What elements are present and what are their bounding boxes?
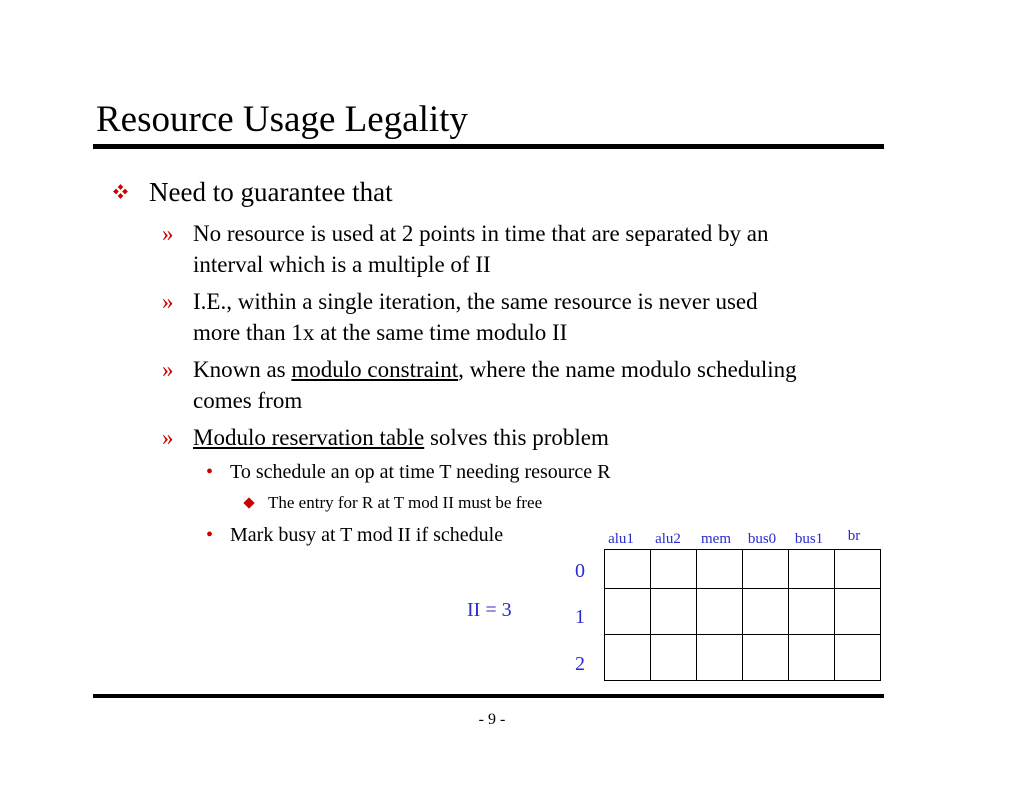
chevron-bullet-icon: » bbox=[162, 221, 174, 246]
bullet-2-line-2: more than 1x at the same time modulo II bbox=[193, 320, 568, 345]
table-cell bbox=[651, 589, 697, 635]
bullet-1-line-2: interval which is a multiple of II bbox=[193, 252, 491, 277]
row-header-0: 0 bbox=[575, 560, 585, 582]
table-cell bbox=[743, 589, 789, 635]
bullet-3-prefix: Known as bbox=[193, 357, 292, 382]
table-cell bbox=[743, 550, 789, 589]
column-header-br: br bbox=[847, 528, 861, 544]
table-cell bbox=[697, 589, 743, 635]
bullet-3-line-1 bbox=[193, 354, 797, 385]
bullet-3-line-2: comes from bbox=[193, 388, 303, 413]
table-cell bbox=[789, 635, 835, 681]
table-cell bbox=[789, 550, 835, 589]
chevron-bullet-icon: » bbox=[162, 289, 174, 314]
table-cell bbox=[743, 635, 789, 681]
column-header-mem: mem bbox=[701, 531, 731, 547]
bullet-level1: Need to guarantee that bbox=[149, 177, 393, 207]
table-row bbox=[605, 550, 881, 589]
slide-title: Resource Usage Legality bbox=[96, 99, 468, 140]
table-row bbox=[605, 589, 881, 635]
ii-label: II = 3 bbox=[467, 599, 512, 621]
sub-sub-bullet-1: The entry for R at T mod II must be free bbox=[268, 493, 543, 512]
column-header-alu2: alu2 bbox=[655, 531, 681, 547]
table-cell bbox=[789, 589, 835, 635]
small-diamond-bullet-icon bbox=[243, 497, 254, 508]
table-cell bbox=[697, 635, 743, 681]
dot-bullet-icon: • bbox=[206, 524, 214, 546]
bullet-2-line-1: I.E., within a single iteration, the same resource is never used bbox=[193, 289, 758, 314]
column-header-bus1: bus1 bbox=[794, 531, 824, 547]
table-cell bbox=[697, 550, 743, 589]
table-cell bbox=[835, 635, 881, 681]
modulo-constraint-term: modulo constraint bbox=[291, 357, 459, 382]
column-header-alu1: alu1 bbox=[608, 531, 634, 547]
table-cell bbox=[835, 589, 881, 635]
table-cell bbox=[651, 635, 697, 681]
bullet-3-suffix: , where the name modulo scheduling bbox=[458, 357, 797, 382]
table-cell bbox=[605, 589, 651, 635]
table-row bbox=[605, 635, 881, 681]
modulo-reservation-table-term: Modulo reservation table bbox=[193, 425, 425, 450]
sub-bullet-2: Mark busy at T mod II if schedule bbox=[230, 524, 504, 546]
table-cell bbox=[651, 550, 697, 589]
table-cell bbox=[605, 550, 651, 589]
dot-bullet-icon: • bbox=[206, 461, 214, 483]
table-cell bbox=[835, 550, 881, 589]
bullet-4-suffix: solves this problem bbox=[424, 425, 609, 450]
chevron-bullet-icon: » bbox=[162, 425, 174, 450]
modulo-reservation-table bbox=[604, 549, 881, 681]
diamond-bullet-icon bbox=[113, 184, 129, 200]
bullet-1-line-1: No resource is used at 2 points in time that are separated by an bbox=[193, 221, 769, 246]
bullet-4-line-1 bbox=[193, 422, 609, 453]
page-number: - 9 - bbox=[478, 711, 506, 728]
title-rule bbox=[93, 144, 884, 149]
chevron-bullet-icon: » bbox=[162, 357, 174, 382]
column-header-bus0: bus0 bbox=[747, 531, 777, 547]
row-header-1: 1 bbox=[575, 606, 585, 628]
footer-rule bbox=[93, 694, 884, 698]
sub-bullet-1: To schedule an op at time T needing resource R bbox=[230, 461, 611, 483]
row-header-2: 2 bbox=[575, 653, 585, 675]
table-cell bbox=[605, 635, 651, 681]
